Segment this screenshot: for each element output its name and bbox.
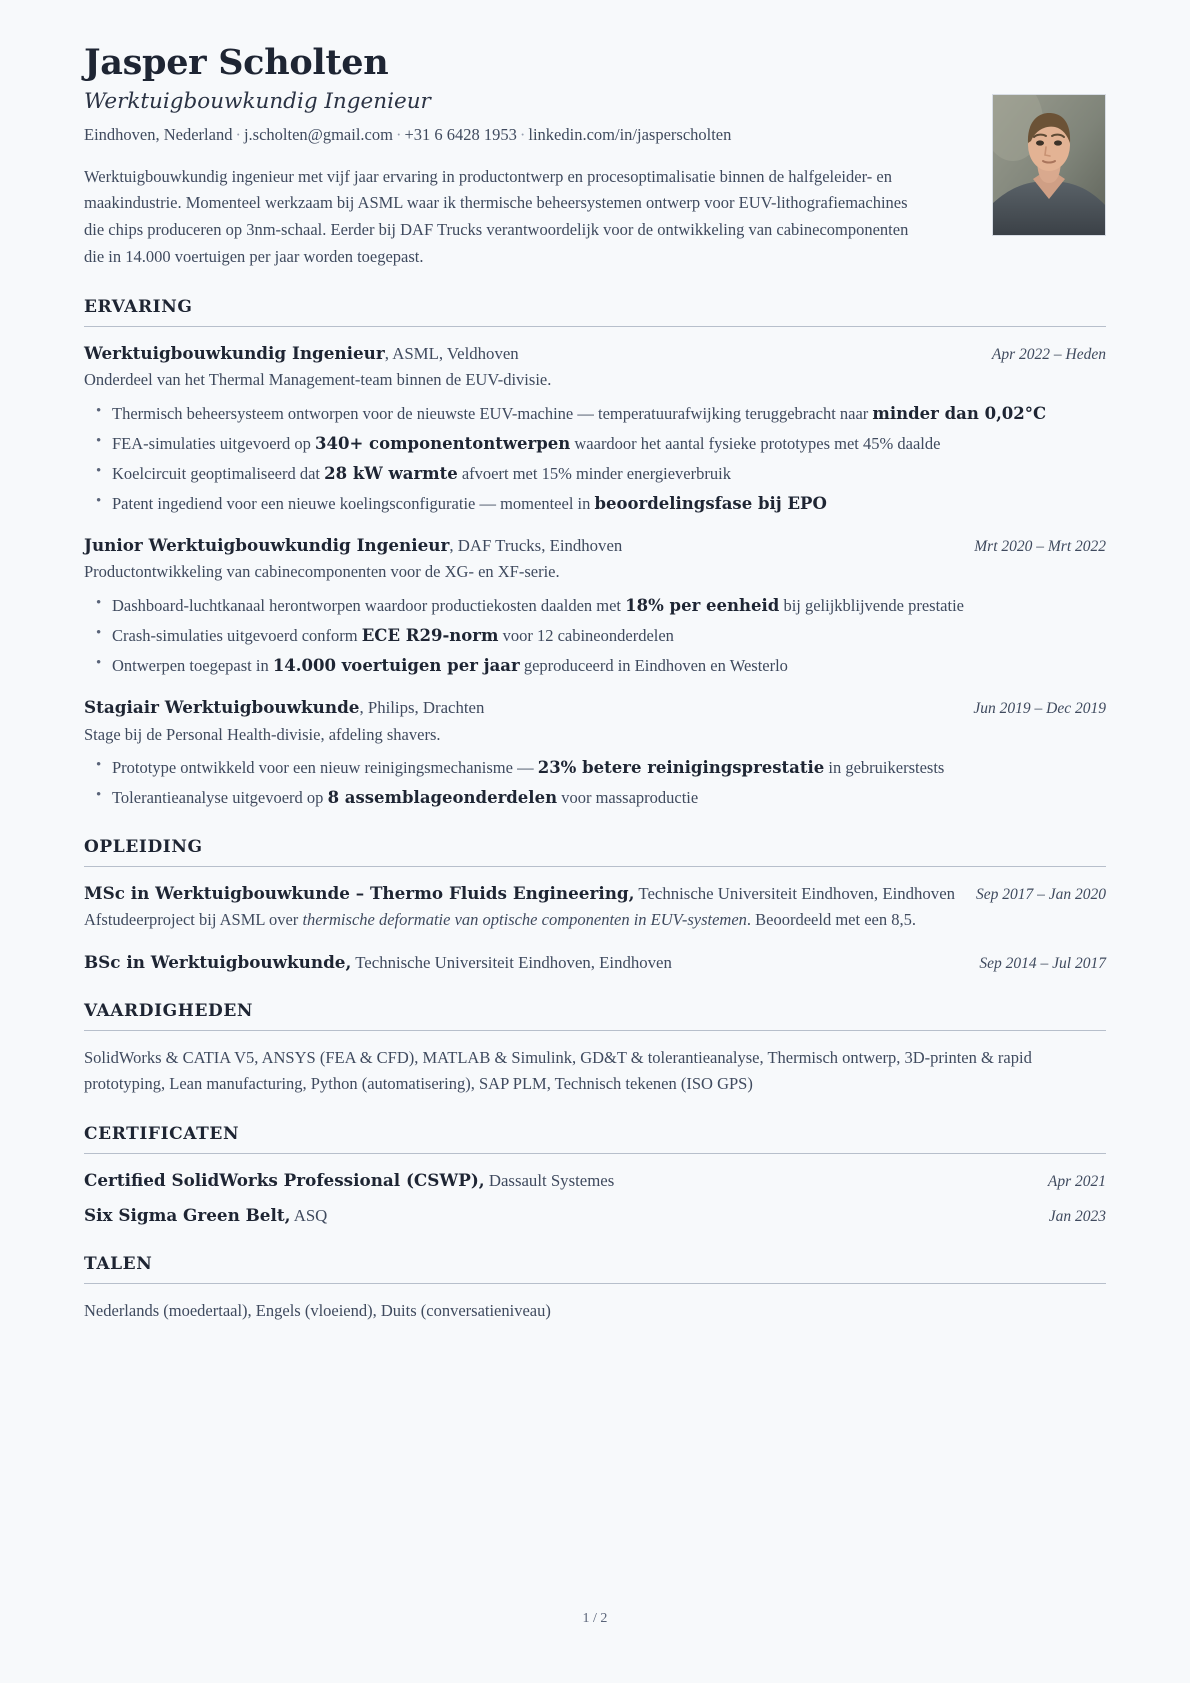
bullet-text-tail: voor massaproductie	[557, 788, 699, 808]
entry-role: Werktuigbouwkundig Ingenieur	[84, 342, 385, 363]
contact-location: Eindhoven, Nederland	[84, 125, 233, 145]
avatar	[992, 94, 1106, 236]
bullet-highlight: 14.000 voertuigen per jaar	[272, 656, 520, 676]
list-item	[84, 491, 1106, 516]
education-degree: BSc in Werktuigbouwkunde,	[84, 951, 352, 972]
languages-text: Nederlands (moedertaal), Engels (vloeiend), Duits (conversatieniveau)	[84, 1301, 551, 1321]
entry-date: Apr 2022 – Heden	[991, 345, 1106, 363]
education-note	[84, 908, 1106, 933]
entry-date: Mrt 2020 – Mrt 2022	[974, 537, 1106, 555]
contact-line	[84, 124, 966, 146]
certificate-issuer: Dassault Systemes	[484, 1170, 615, 1190]
entry-title	[84, 533, 956, 558]
contact-email[interactable]: j.scholten@gmail.com	[243, 125, 393, 145]
portrait-photo-icon	[993, 95, 1105, 235]
entry-description: Productontwikkeling van cabinecomponenten voor de XG- en XF-serie.	[84, 562, 560, 582]
page-indicator: 1 / 2	[582, 1611, 608, 1626]
entry-header	[84, 881, 1106, 906]
certificate-entry	[84, 1203, 1106, 1228]
section-divider	[84, 866, 1106, 867]
header-text-block	[84, 44, 992, 271]
section-title-education: OPLEIDING	[84, 836, 203, 857]
entry-date: Apr 2021	[1047, 1172, 1106, 1190]
education-school: Technische Universiteit Eindhoven, Eindhoven	[351, 952, 672, 972]
section-title-certificates: CERTIFICATEN	[84, 1123, 240, 1144]
bullet-text: Dashboard-luchtkanaal herontworpen waardoor productiekosten daalden met	[112, 596, 626, 616]
bullet-highlight: 18% per eenheid	[625, 596, 780, 616]
certificate-name: Six Sigma Green Belt,	[84, 1205, 291, 1226]
bullet-text-tail: in gebruikerstests	[824, 758, 945, 778]
section-divider	[84, 1153, 1106, 1154]
contact-separator: ·	[395, 125, 402, 145]
certificate-issuer: ASQ	[290, 1206, 328, 1226]
list-item	[84, 593, 1106, 618]
entry-date: Sep 2017 – Jan 2020	[975, 885, 1106, 903]
bullet-text: Prototype ontwikkeld voor een nieuw reinigingsmechanisme —	[112, 758, 538, 778]
list-item	[84, 623, 1106, 648]
entry-company: , Philips, Drachten	[359, 698, 485, 718]
entry-bullet-list	[84, 401, 1106, 516]
page-title: Jasper Scholten	[84, 42, 389, 83]
bullet-text: Koelcircuit geoptimaliseerd dat	[112, 463, 325, 483]
section-experience	[84, 297, 1106, 811]
bullet-highlight: ECE R29-norm	[361, 626, 499, 646]
contact-separator: ·	[235, 125, 241, 145]
bullet-highlight: beoordelingsfase bij EPO	[594, 493, 827, 513]
entry-role: Junior Werktuigbouwkundig Ingenieur	[84, 534, 450, 555]
bullet-text-tail: geproduceerd in Eindhoven en Westerlo	[519, 656, 788, 676]
list-item	[84, 785, 1106, 810]
bullet-highlight: 23% betere reinigingsprestatie	[537, 758, 825, 778]
education-school: Technische Universiteit Eindhoven, Eindhoven	[634, 883, 956, 903]
bullet-text-tail: waardoor het aantal fysieke prototypes met 45% daalde	[570, 433, 941, 453]
entry-header	[84, 950, 1106, 975]
bullet-text: Tolerantieanalyse uitgevoerd op	[112, 788, 328, 808]
bullet-highlight: 8 assemblageonderdelen	[327, 788, 558, 808]
certificate-entry	[84, 1168, 1106, 1193]
bullet-text: Crash-simulaties uitgevoerd conform	[112, 626, 362, 646]
entry-description: Stage bij de Personal Health-divisie, afdeling shavers.	[84, 724, 441, 744]
entry-date: Jun 2019 – Dec 2019	[973, 700, 1106, 718]
skills-text: SolidWorks & CATIA V5, ANSYS (FEA & CFD), MATLAB & Simulink, GD&T & tolerantieanalyse, Thermisch ontwerp, 3D-printen & rapid prototyping, Lean manufacturing, Python (automatisering), SAP PLM, Technisch tekenen (ISO GPS)	[84, 1047, 1032, 1094]
bullet-text: FEA-simulaties uitgevoerd op	[112, 433, 316, 453]
bullet-text-tail: bij gelijkblijvende prestatie	[779, 596, 964, 616]
list-item	[84, 401, 1106, 426]
education-entry	[84, 881, 1106, 933]
section-education	[84, 837, 1106, 975]
section-title-languages: TALEN	[84, 1254, 153, 1275]
entry-title	[84, 1168, 1030, 1193]
education-note-pre: Afstudeerproject bij ASML over	[84, 909, 303, 929]
list-item	[84, 431, 1106, 456]
section-certificates	[84, 1124, 1106, 1229]
experience-entry	[84, 341, 1106, 516]
entry-bullet-list	[84, 593, 1106, 678]
section-title-skills: VAARDIGHEDEN	[84, 1000, 254, 1021]
contact-linkedin[interactable]: linkedin.com/in/jasperscholten	[528, 125, 732, 145]
contact-separator: ·	[519, 125, 526, 145]
entry-header	[84, 533, 1106, 558]
entry-title	[84, 695, 955, 720]
resume-header	[84, 44, 1106, 271]
entry-title	[84, 341, 974, 366]
certificate-name: Certified SolidWorks Professional (CSWP),	[84, 1169, 485, 1190]
experience-entry	[84, 695, 1106, 810]
bullet-highlight: 340+ componentontwerpen	[315, 433, 571, 453]
entry-date: Jan 2023	[1048, 1208, 1106, 1226]
entry-date: Sep 2014 – Jul 2017	[979, 954, 1106, 972]
entry-title	[84, 881, 958, 906]
entry-role: Stagiair Werktuigbouwkunde	[84, 697, 360, 718]
section-divider	[84, 1283, 1106, 1284]
list-item	[84, 653, 1106, 678]
bullet-text-tail: voor 12 cabineonderdelen	[498, 626, 674, 646]
bullet-highlight: minder dan 0,02°C	[872, 403, 1047, 423]
section-skills	[84, 1001, 1106, 1098]
job-title: Werktuigbouwkundig Ingenieur	[84, 88, 431, 114]
entry-title	[84, 950, 961, 975]
contact-phone[interactable]: +31 6 6428 1953	[404, 125, 517, 145]
section-divider	[84, 1030, 1106, 1031]
entry-bullet-list	[84, 755, 1106, 810]
bullet-text: Thermisch beheersysteem ontworpen voor de nieuwste EUV-machine — temperatuurafwijking teruggebracht naar	[112, 403, 873, 423]
education-thesis-title: thermische deformatie van optische componenten in EUV-systemen	[302, 909, 747, 929]
entry-company: , DAF Trucks, Eindhoven	[449, 535, 623, 555]
bullet-text: Ontwerpen toegepast in	[112, 656, 273, 676]
bullet-text-tail: afvoert met 15% minder energieverbruik	[457, 463, 731, 483]
list-item	[84, 461, 1106, 486]
entry-header	[84, 695, 1106, 720]
education-note-post: . Beoordeeld met een 8,5.	[746, 909, 916, 929]
summary-paragraph: Werktuigbouwkundig ingenieur met vijf jaar ervaring in productontwerp en procesoptimalisatie binnen de halfgeleider- en maakindustrie. Momenteel werkzaam bij ASML waar ik thermische beheersystemen ontwerp voor EUV-lithografiemachines die chips produceren op 3nm-schaal. Eerder bij DAF Trucks verantwoordelijk voor de ontwikkeling van cabinecomponenten die in 14.000 voertuigen per jaar worden toegepast.	[84, 166, 909, 266]
bullet-text: Patent ingediend voor een nieuwe koelingsconfiguratie — momenteel in	[112, 493, 595, 513]
experience-entry	[84, 533, 1106, 678]
entry-header	[84, 341, 1106, 366]
entry-description: Onderdeel van het Thermal Management-team binnen de EUV-divisie.	[84, 369, 552, 389]
entry-title	[84, 1203, 1031, 1228]
list-item	[84, 755, 1106, 780]
section-title-experience: ERVARING	[84, 296, 193, 317]
section-divider	[84, 326, 1106, 327]
education-entry	[84, 950, 1106, 975]
section-languages	[84, 1254, 1106, 1324]
bullet-highlight: 28 kW warmte	[324, 463, 458, 483]
entry-company: , ASML, Veldhoven	[384, 343, 519, 363]
education-degree: MSc in Werktuigbouwkunde – Thermo Fluids Engineering,	[84, 882, 635, 903]
